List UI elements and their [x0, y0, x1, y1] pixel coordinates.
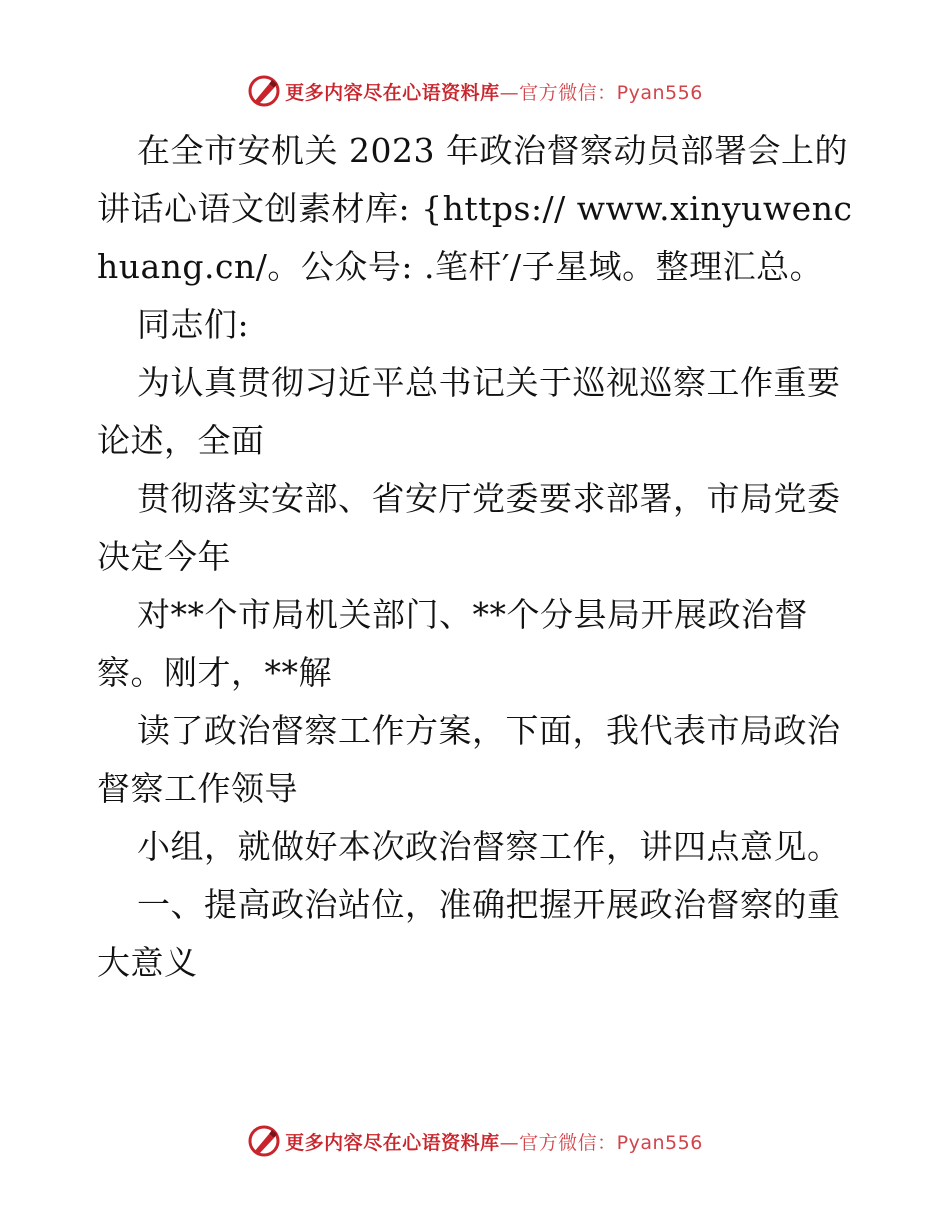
body-paragraph: 对**个市局机关部门、**个分县局开展政治督察。刚才，**解: [97, 595, 808, 692]
title-paragraph: 在全市安机关 2023 年政治督察动员部署会上的讲话心语文创素材库: {https:// www.xinyuwenchuang.cn/。公众号: .笔杆′/子星域。整理汇总。: [97, 131, 853, 286]
pen-logo-icon: [247, 1124, 281, 1158]
watermark-main-text: 更多内容尽在心语资料库: [285, 81, 500, 104]
body-paragraph: 小组，就做好本次政治督察工作，讲四点意见。: [137, 827, 841, 866]
pen-logo-icon: [247, 74, 281, 108]
footer-watermark: [0, 1121, 950, 1161]
watermark-main-text: 更多内容尽在心语资料库: [285, 1131, 500, 1154]
section-heading: 一、提高政治站位，准确把握开展政治督察的重大意义: [97, 885, 841, 982]
salutation: 同志们:: [137, 305, 250, 344]
watermark-contact-text: —官方微信：Pyan556: [499, 81, 703, 104]
document-body: [97, 122, 857, 992]
watermark-contact-text: —官方微信：Pyan556: [499, 1131, 703, 1154]
header-watermark: [0, 71, 950, 111]
body-paragraph: 为认真贯彻习近平总书记关于巡视巡察工作重要论述，全面: [97, 363, 841, 460]
body-paragraph: 读了政治督察工作方案，下面，我代表市局政治督察工作领导: [97, 711, 841, 808]
body-paragraph: 贯彻落实安部、省安厅党委要求部署，市局党委决定今年: [97, 479, 841, 576]
